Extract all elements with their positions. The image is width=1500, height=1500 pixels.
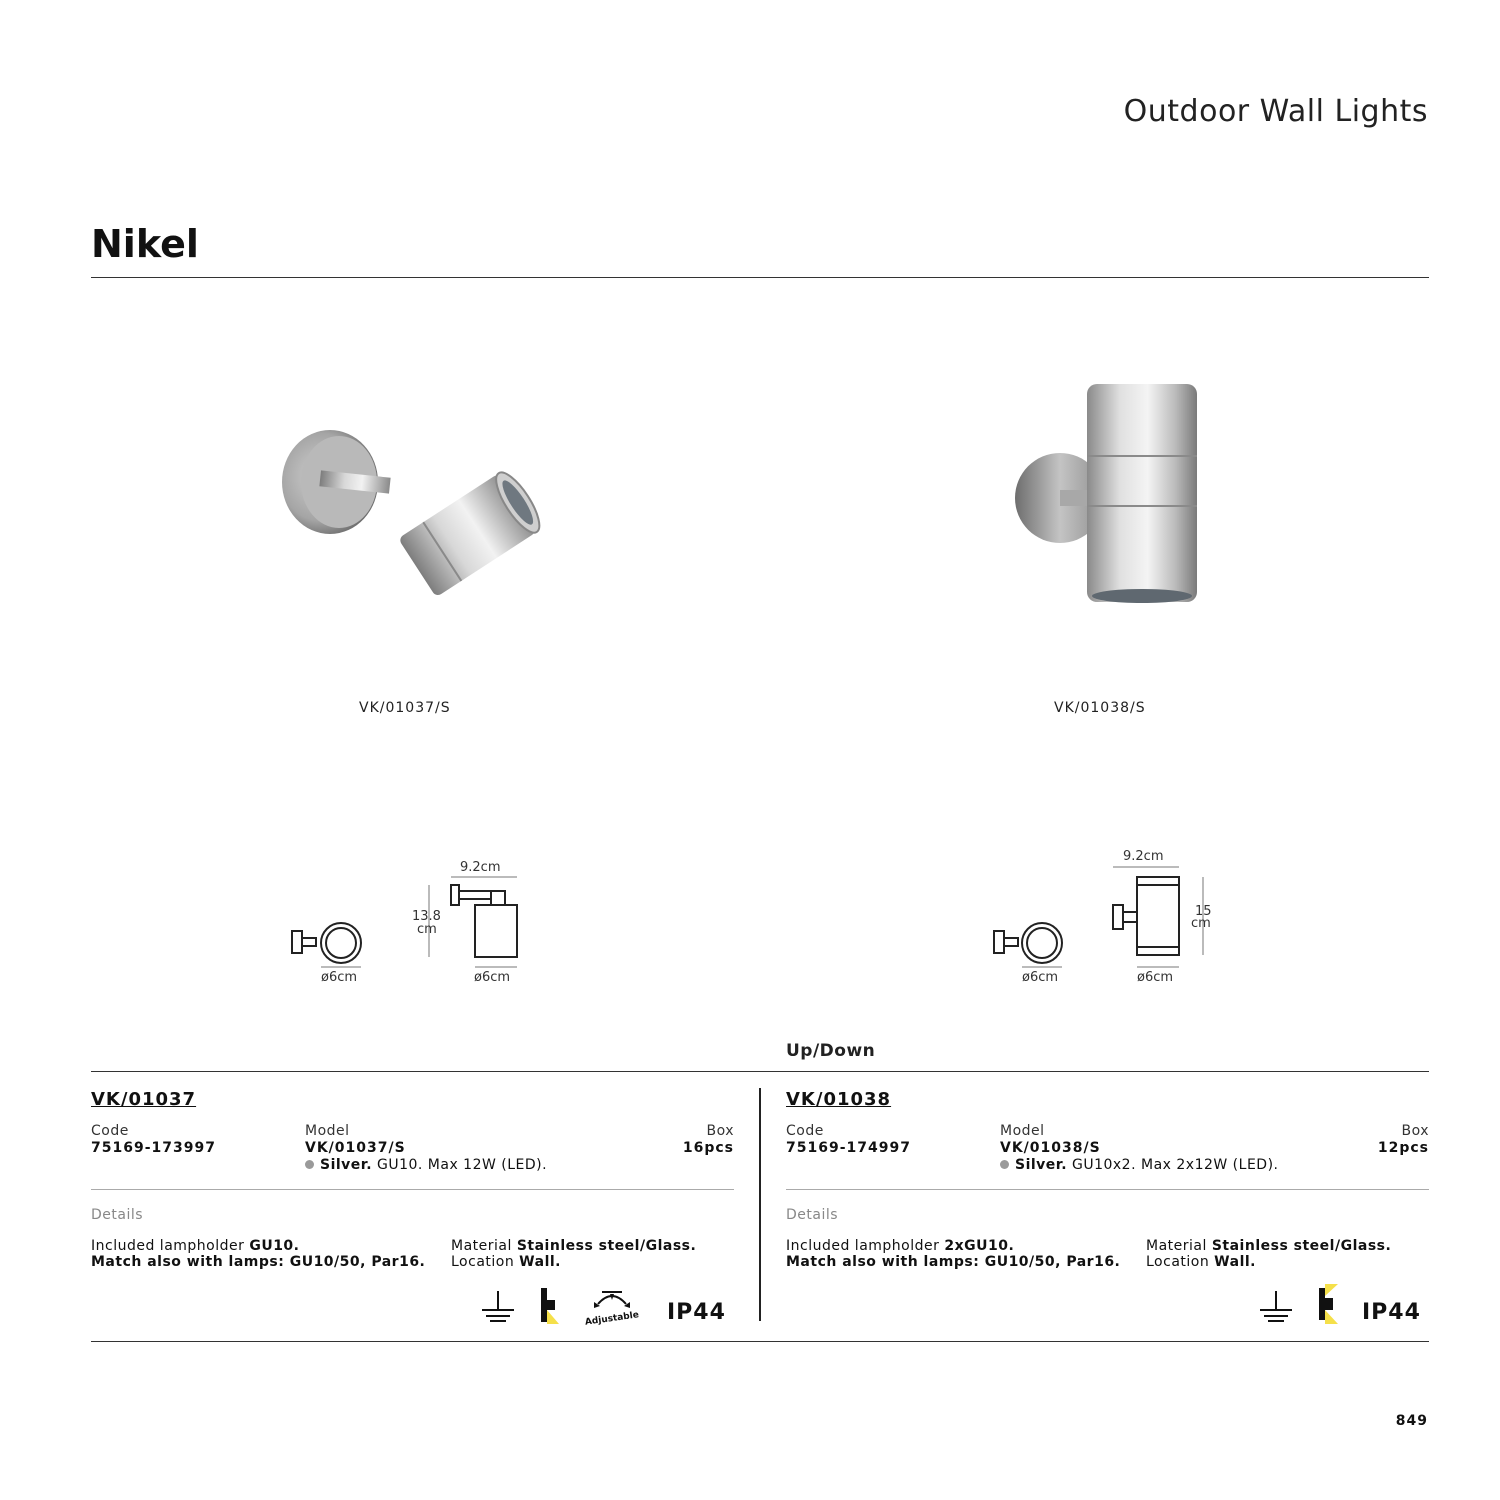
dim-base-diameter: ø6cm (1022, 970, 1059, 985)
column-divider (759, 1088, 761, 1321)
product-image-vk01037 (275, 420, 555, 620)
location-line (451, 1254, 561, 1270)
material-value: Stainless steel/Glass. (1211, 1238, 1392, 1254)
up-down-label: Up/Down (786, 1041, 876, 1061)
ip-rating: IP44 (667, 1300, 726, 1325)
location-label: Location (1146, 1254, 1215, 1270)
location-line (1146, 1254, 1256, 1270)
material-label: Material (1146, 1238, 1212, 1254)
dimension-drawing-vk01037 (285, 855, 545, 990)
dim-body-diameter: ø6cm (474, 970, 511, 985)
spec-top-rule (91, 1071, 1429, 1072)
title-rule (91, 277, 1429, 278)
color-spec (1000, 1157, 1278, 1173)
product-code-title: VK/01037 (91, 1089, 197, 1110)
material-label: Material (451, 1238, 517, 1254)
dimension-drawing-vk01038 (985, 845, 1230, 990)
adjustable-icon (580, 1284, 644, 1328)
product-image-vk01038 (1005, 378, 1215, 608)
ip-rating: IP44 (1362, 1300, 1421, 1325)
lampholder-line (91, 1238, 300, 1254)
details-rule (91, 1189, 734, 1190)
dim-height-unit: cm (1191, 916, 1211, 931)
color-name: Silver. (1015, 1157, 1068, 1173)
model-label: Model (1000, 1123, 1045, 1139)
class-i-ground-icon (480, 1288, 516, 1324)
color-name: Silver. (320, 1157, 373, 1173)
wall-light-updown-icon (1316, 1282, 1344, 1328)
silver-swatch (305, 1160, 314, 1169)
product-caption: VK/01038/S (1054, 700, 1146, 716)
dim-height-label: 15 (1195, 904, 1212, 919)
lampholder-prefix: Included lampholder (91, 1238, 250, 1254)
dim-height-label: 13.8 (412, 909, 441, 924)
code-value: 75169-173997 (91, 1140, 216, 1156)
page-number: 849 (1395, 1413, 1428, 1429)
lamp-spec: GU10x2. Max 2x12W (LED). (1067, 1157, 1279, 1173)
class-i-ground-icon (1258, 1288, 1294, 1324)
compatible-lamps: Match also with lamps: GU10/50, Par16. (91, 1254, 426, 1270)
location-value: Wall. (519, 1254, 561, 1270)
material-line (1146, 1238, 1391, 1254)
product-code-title: VK/01038 (786, 1089, 892, 1110)
lamp-spec: GU10. Max 12W (LED). (372, 1157, 548, 1173)
dim-height-unit: cm (417, 922, 437, 937)
code-label: Code (786, 1123, 824, 1139)
color-spec (305, 1157, 547, 1173)
product-caption: VK/01037/S (359, 700, 451, 716)
model-label: Model (305, 1123, 350, 1139)
details-label: Details (91, 1207, 144, 1223)
dim-width-label: 9.2cm (460, 860, 501, 875)
dim-width-label: 9.2cm (1123, 849, 1164, 864)
code-label: Code (91, 1123, 129, 1139)
dim-base-diameter: ø6cm (321, 970, 358, 985)
box-value: 12pcs (1377, 1140, 1429, 1156)
compatible-lamps: Match also with lamps: GU10/50, Par16. (786, 1254, 1121, 1270)
wall-light-down-icon (538, 1286, 564, 1326)
code-value: 75169-174997 (786, 1140, 911, 1156)
silver-swatch (1000, 1160, 1009, 1169)
dim-body-diameter: ø6cm (1137, 970, 1174, 985)
box-value: 16pcs (682, 1140, 734, 1156)
box-label: Box (1401, 1123, 1429, 1139)
box-label: Box (706, 1123, 734, 1139)
details-label: Details (786, 1207, 839, 1223)
details-rule (786, 1189, 1429, 1190)
spec-bottom-rule (91, 1341, 1429, 1342)
adjustable-label: Adjustable (584, 1310, 640, 1328)
material-line (451, 1238, 696, 1254)
model-value: VK/01038/S (1000, 1140, 1101, 1156)
model-value: VK/01037/S (305, 1140, 406, 1156)
location-value: Wall. (1214, 1254, 1256, 1270)
family-title: Nikel (91, 222, 199, 266)
lampholder-value: GU10. (249, 1238, 300, 1254)
location-label: Location (451, 1254, 520, 1270)
section-title: Outdoor Wall Lights (1123, 94, 1428, 129)
lampholder-prefix: Included lampholder (786, 1238, 945, 1254)
material-value: Stainless steel/Glass. (516, 1238, 697, 1254)
lampholder-line (786, 1238, 1014, 1254)
lampholder-value: 2xGU10. (944, 1238, 1015, 1254)
